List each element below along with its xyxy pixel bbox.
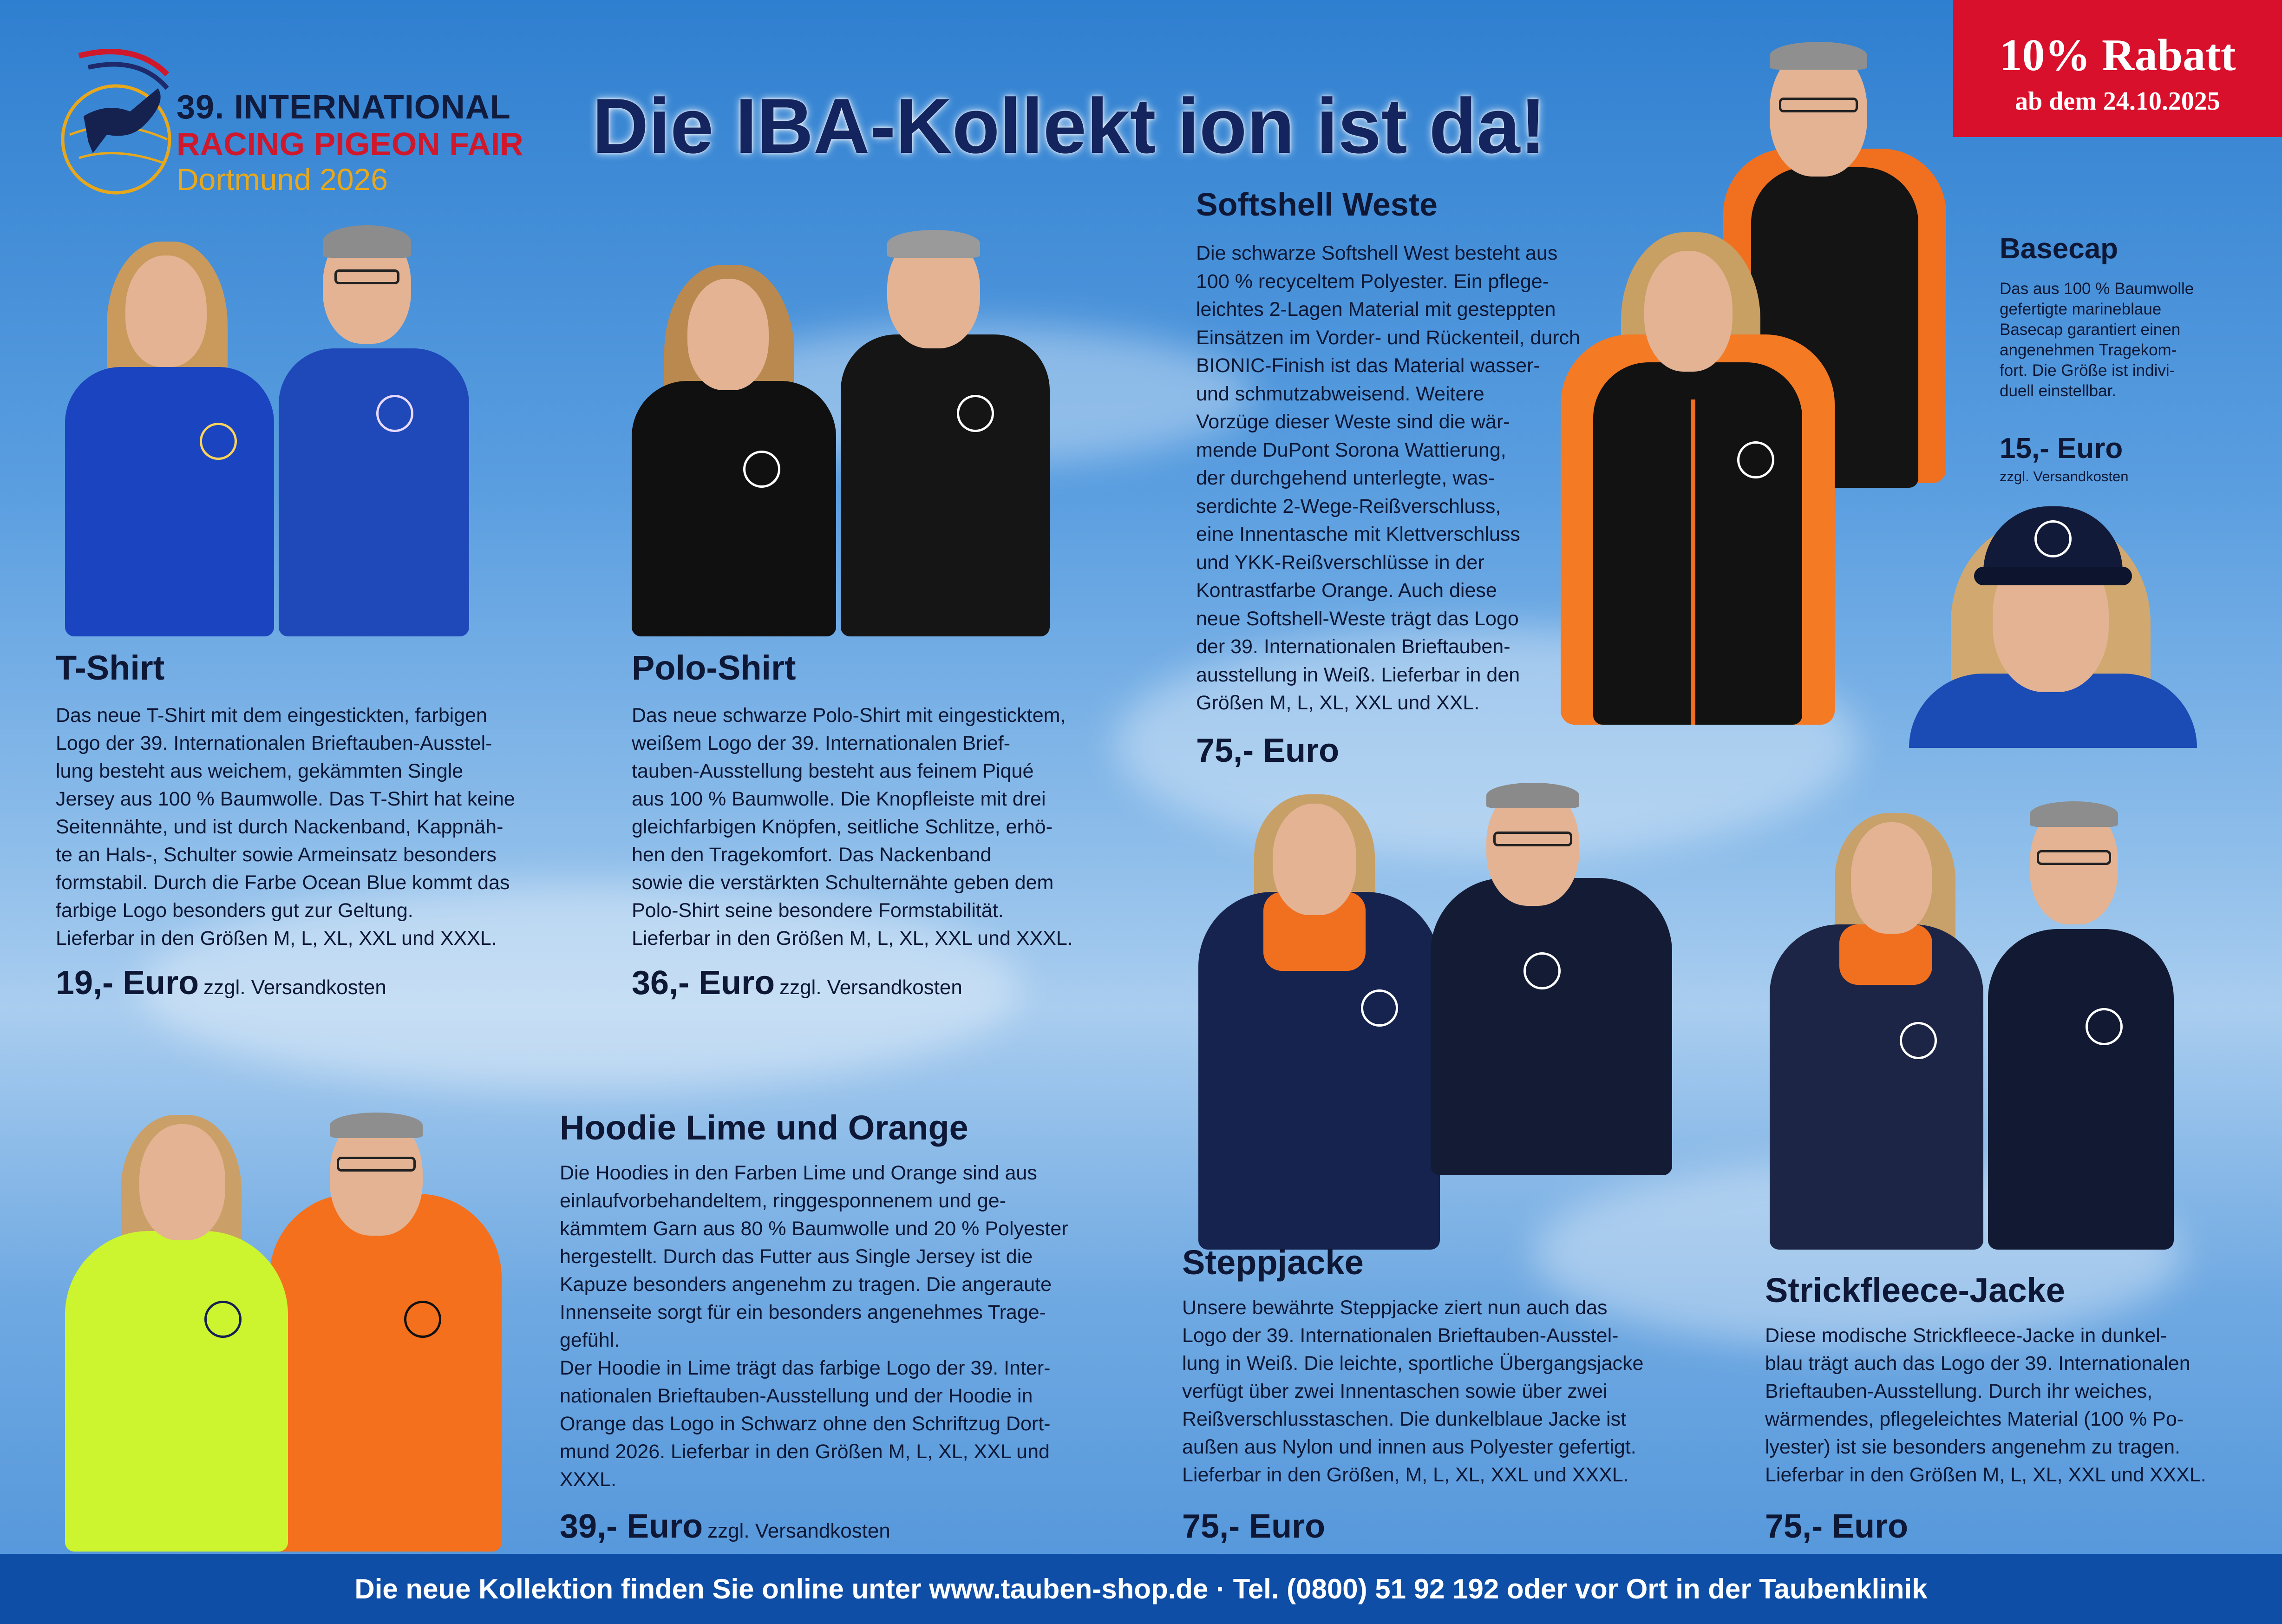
logo-line-1: 39. INTERNATIONAL: [177, 89, 511, 126]
steppjacke-title: Steppjacke: [1182, 1243, 1364, 1282]
logo-line-2: RACING PIGEON FAIR: [177, 126, 523, 162]
tshirt-title: T-Shirt: [56, 648, 165, 687]
basecap-shipping-note: zzgl. Versandkosten: [2000, 468, 2129, 485]
softshell-description: Die schwarze Softshell West besteht aus 100 % recyceltem Polyester. Ein pflege- leichtes 2-Lagen Material mit gesteppten Einsätzen im Vorder- und Rückenteil, durch BIONIC-Finish ist das Material wasser- und schmutzabweisend. Weitere Vorzüge dieser Weste sind die wär- mende DuPont Sorona Wattierung, der durchgehend unterlegte, was- serdichte 2-Wege-Reißverschluss, eine Innentasche mit Klettverschluss und YKK-Reißverschlüsse in der Kontrastfarbe Orange. Auch diese neue Softshell-Weste trägt das Logo der 39. Internationalen Brieftauben- ausstellung in Weiß. Lieferbar in den Größen M, L, XL, XXL und XXL.: [1196, 242, 1580, 714]
softshell-price: 75,- Euro: [1196, 732, 1340, 769]
strickfleece-photo: [1760, 804, 2178, 1250]
tshirt-description: Das neue T-Shirt mit dem eingestickten, farbigen Logo der 39. Internationalen Brieftauben-Ausstel- lung besteht aus weichem, gekämmten Single Jersey aus 100 % Baumwolle. Das T-Shirt hat keine Seitennähte, und ist durch Nackenband, Kappnäh- te an Hals-, Schulter sowie Armeinsatz besonders formstabil. Durch die Farbe Ocean Blue kommt das farbige Logo besonders gut zur Geltung. Lieferbar in den Größen M, L, XL, XXL und XXXL.: [56, 704, 515, 950]
polo-shipping-note: zzgl. Versandkosten: [779, 976, 962, 999]
basecap-price: 15,- Euro: [2000, 432, 2123, 465]
basecap-photo: [1900, 478, 2206, 748]
page-headline: Die IBA-Kollekt ion ist da!: [592, 82, 1546, 170]
tshirt-shipping-note: zzgl. Versandkosten: [203, 976, 386, 999]
polo-photo: [622, 228, 1092, 636]
polo-description: Das neue schwarze Polo-Shirt mit eingesticktem, weißem Logo der 39. Internationalen Brief- tauben-Ausstellung besteht aus feinem Piqué aus 100 % Baumwolle. Die Knopfleiste mit drei gleichfarbigen Knöpfen, seitliche Schlitze, erhö- hen den Tragekomfort. Das Nackenband sowie die verstärkten Schulternähte geben dem Polo-Shirt seine besondere Formstabilität. Lieferbar in den Größen M, L, XL, XXL und XXXL.: [632, 704, 1073, 950]
hoodie-photo: [37, 1106, 516, 1552]
softshell-title: Softshell Weste: [1196, 186, 1438, 223]
steppjacke-price: 75,- Euro: [1182, 1508, 1326, 1545]
basecap-description: Das aus 100 % Baumwolle gefertigte marineblaue Basecap garantiert einen angenehmen Tragekom- fort. Die Größe ist indivi- duell einstellbar.: [2000, 280, 2194, 400]
polo-price-row: [632, 964, 962, 1002]
steppjacke-photo: [1189, 785, 1700, 1250]
hoodie-price-row: [560, 1507, 890, 1545]
discount-date: ab dem 24.10.2025: [2015, 87, 2220, 116]
polo-price: 36,- Euro: [632, 964, 775, 1002]
tshirt-price-row: [56, 964, 386, 1002]
tshirt-photo: [56, 228, 543, 636]
discount-badge: [1953, 0, 2282, 137]
fair-logo: [42, 42, 553, 200]
polo-title: Polo-Shirt: [632, 648, 796, 687]
basecap-title: Basecap: [2000, 233, 2119, 265]
hoodie-shipping-note: zzgl. Versandkosten: [707, 1519, 890, 1542]
strickfleece-title: Strickfleece-Jacke: [1765, 1271, 2065, 1310]
footer-text: Die neue Kollektion finden Sie online unter www.tauben-shop.de · Tel. (0800) 51 92 192 oder vor Ort in der Taubenklinik: [354, 1573, 1928, 1604]
hoodie-title: Hoodie Lime und Orange: [560, 1108, 968, 1147]
hoodie-description: Die Hoodies in den Farben Lime und Orange sind aus einlaufvorbehandeltem, ringgesponnenem und ge- kämmtem Garn aus 80 % Baumwolle und 20 % Polyester hergestellt. Durch das Futter aus Single Jersey ist die Kapuze besonders angenehm zu tragen. Die angeraute Innenseite sorgt für ein besonders angenehmes Trage- gefühl. Der Hoodie in Lime trägt das farbige Logo der 39. Inter- nationalen Brieftauben-Ausstellung und der Hoodie in Orange das Logo in Schwarz ohne den Schriftzug Dort- mund 2026. Lieferbar in den Größen M, L, XL, XXL und XXXL.: [560, 1162, 1068, 1491]
steppjacke-description: Unsere bewährte Steppjacke ziert nun auch das Logo der 39. Internationalen Brieftauben-Ausstel- lung in Weiß. Die leichte, sportliche Übergangsjacke verfügt über zwei Innentaschen sowie über zwei Reißverschlusstaschen. Die dunkelblaue Jacke ist außen aus Nylon und innen aus Polyester gefertigt. Lieferbar in den Größen, M, L, XL, XXL und XXXL.: [1182, 1297, 1644, 1486]
discount-title: 10% Rabatt: [1999, 30, 2236, 80]
footer-bar: [0, 1554, 2282, 1624]
strickfleece-price: 75,- Euro: [1765, 1508, 1909, 1545]
tshirt-price: 19,- Euro: [56, 964, 199, 1002]
logo-line-3: Dortmund 2026: [177, 162, 388, 196]
hoodie-price: 39,- Euro: [560, 1508, 703, 1545]
strickfleece-description: Diese modische Strickfleece-Jacke in dunkel- blau trägt auch das Logo der 39. Internationalen Brieftauben-Ausstellung. Durch ihr weiches, wärmendes, pflegeleichtes Material (100 % Po- lyester) ist sie besonders angenehm zu tragen. Lieferbar in den Größen M, L, XL, XXL und XXXL.: [1765, 1324, 2206, 1486]
